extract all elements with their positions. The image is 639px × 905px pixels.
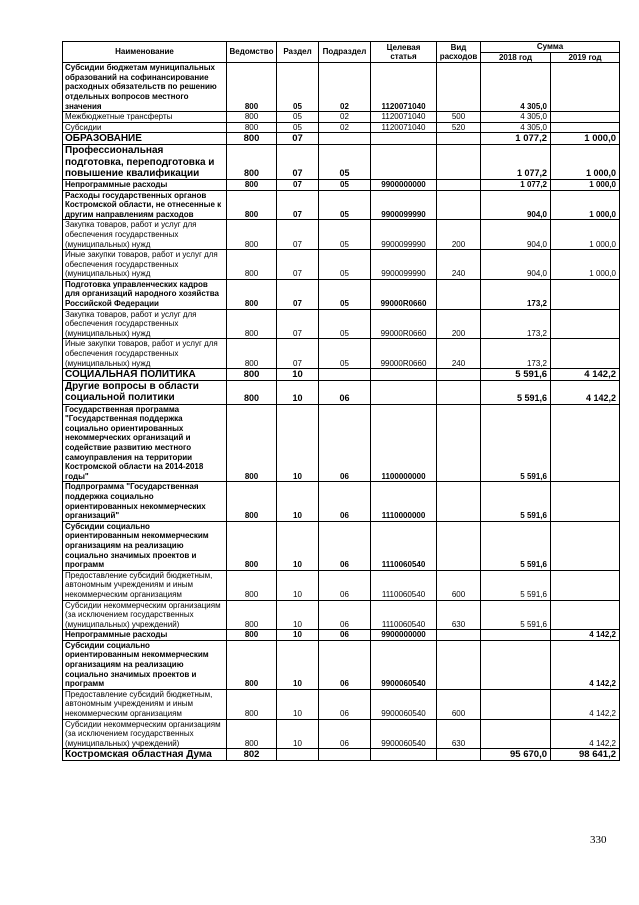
- cell-sum-2019: [551, 600, 620, 630]
- cell-expense-type: 600: [437, 689, 481, 719]
- cell-target-article: [371, 145, 437, 180]
- cell-department: 800: [227, 220, 277, 250]
- cell-target-article: 1120071040: [371, 122, 437, 133]
- table-body: [63, 63, 620, 761]
- cell-sum-2018: 173,2: [481, 309, 551, 339]
- cell-expense-type: [437, 145, 481, 180]
- cell-section: 07: [277, 145, 319, 180]
- cell-expense-type: [437, 279, 481, 309]
- cell-sum-2018: [481, 689, 551, 719]
- cell-target-article: 1100000000: [371, 404, 437, 482]
- cell-name: Иные закупки товаров, работ и услуг для обеспечения государственных (муниципальных) нужд: [63, 250, 227, 280]
- cell-sum-2019: 4 142,2: [551, 369, 620, 381]
- header-department: Ведомство: [227, 42, 277, 63]
- cell-subsection: 02: [319, 122, 371, 133]
- cell-sum-2019: [551, 112, 620, 123]
- table-row: [63, 179, 620, 190]
- cell-section: 07: [277, 179, 319, 190]
- cell-expense-type: 600: [437, 570, 481, 600]
- cell-expense-type: [437, 63, 481, 112]
- cell-target-article: 9900060540: [371, 719, 437, 749]
- cell-name: Подпрограмма "Государственная поддержка социально ориентированных некоммерческих организаций": [63, 482, 227, 521]
- cell-expense-type: [437, 404, 481, 482]
- cell-subsection: 06: [319, 570, 371, 600]
- cell-section: 07: [277, 339, 319, 369]
- cell-department: 800: [227, 309, 277, 339]
- cell-department: 800: [227, 719, 277, 749]
- cell-expense-type: 200: [437, 220, 481, 250]
- cell-sum-2019: [551, 122, 620, 133]
- cell-sum-2019: [551, 482, 620, 521]
- cell-expense-type: [437, 179, 481, 190]
- page-number: 330: [590, 834, 607, 846]
- cell-name: Закупка товаров, работ и услуг для обеспечения государственных (муниципальных) нужд: [63, 309, 227, 339]
- table-row: [63, 749, 620, 761]
- cell-sum-2019: [551, 521, 620, 570]
- cell-department: 800: [227, 404, 277, 482]
- cell-name: Другие вопросы в области социальной политики: [63, 381, 227, 404]
- cell-target-article: [371, 369, 437, 381]
- cell-name: Субсидии некоммерческим организациям (за исключением государственных (муниципальных) учреждений): [63, 600, 227, 630]
- cell-subsection: 05: [319, 190, 371, 220]
- cell-department: 800: [227, 250, 277, 280]
- cell-expense-type: [437, 482, 481, 521]
- cell-department: 800: [227, 145, 277, 180]
- cell-section: 10: [277, 640, 319, 689]
- cell-name: Непрограммные расходы: [63, 630, 227, 641]
- cell-sum-2018: 95 670,0: [481, 749, 551, 761]
- cell-department: 800: [227, 279, 277, 309]
- cell-subsection: 06: [319, 404, 371, 482]
- cell-subsection: 06: [319, 630, 371, 641]
- cell-expense-type: 240: [437, 339, 481, 369]
- cell-subsection: 06: [319, 689, 371, 719]
- table-row: [63, 482, 620, 521]
- cell-sum-2018: [481, 630, 551, 641]
- table-row: [63, 640, 620, 689]
- cell-name: Иные закупки товаров, работ и услуг для обеспечения государственных (муниципальных) нужд: [63, 339, 227, 369]
- table-row: [63, 521, 620, 570]
- cell-department: 800: [227, 630, 277, 641]
- cell-department: 800: [227, 640, 277, 689]
- cell-department: 800: [227, 133, 277, 145]
- cell-sum-2019: [551, 279, 620, 309]
- cell-name: Субсидии: [63, 122, 227, 133]
- cell-target-article: 1110060540: [371, 600, 437, 630]
- cell-sum-2019: [551, 63, 620, 112]
- cell-target-article: 1110060540: [371, 521, 437, 570]
- cell-subsection: 06: [319, 640, 371, 689]
- cell-sum-2019: 4 142,2: [551, 381, 620, 404]
- cell-subsection: 05: [319, 339, 371, 369]
- cell-section: 07: [277, 250, 319, 280]
- cell-sum-2019: 1 000,0: [551, 145, 620, 180]
- cell-sum-2018: 4 305,0: [481, 122, 551, 133]
- cell-name: Государственная программа "Государственная поддержка социально ориентированных некоммерческих организаций и содействие развитию местного самоуправления на территории Костромской области на 2014-2018 годы": [63, 404, 227, 482]
- cell-expense-type: [437, 133, 481, 145]
- cell-section: 10: [277, 521, 319, 570]
- cell-subsection: 06: [319, 600, 371, 630]
- cell-sum-2019: 1 000,0: [551, 190, 620, 220]
- cell-department: 800: [227, 63, 277, 112]
- table-row: [63, 112, 620, 123]
- cell-section: 10: [277, 630, 319, 641]
- cell-sum-2018: 1 077,2: [481, 133, 551, 145]
- table-row: [63, 630, 620, 641]
- cell-target-article: 99000R0660: [371, 309, 437, 339]
- cell-target-article: 1120071040: [371, 112, 437, 123]
- cell-target-article: 9900060540: [371, 640, 437, 689]
- cell-subsection: 06: [319, 482, 371, 521]
- header-expense-type: Вид расходов: [437, 42, 481, 63]
- cell-subsection: 05: [319, 309, 371, 339]
- cell-name: Непрограммные расходы: [63, 179, 227, 190]
- cell-expense-type: 520: [437, 122, 481, 133]
- cell-sum-2019: 1 000,0: [551, 133, 620, 145]
- cell-subsection: [319, 749, 371, 761]
- cell-sum-2019: 4 142,2: [551, 640, 620, 689]
- cell-expense-type: [437, 190, 481, 220]
- cell-department: 800: [227, 381, 277, 404]
- cell-sum-2018: 1 077,2: [481, 179, 551, 190]
- cell-subsection: 05: [319, 250, 371, 280]
- header-target-article: Целевая статья: [371, 42, 437, 63]
- cell-name: Костромская областная Дума: [63, 749, 227, 761]
- cell-name: Профессиональная подготовка, переподготовка и повышение квалификации: [63, 145, 227, 180]
- cell-section: 05: [277, 112, 319, 123]
- cell-name: Предоставление субсидий бюджетным, автономным учреждениям и иным некоммерческим организациям: [63, 689, 227, 719]
- cell-subsection: 02: [319, 112, 371, 123]
- cell-sum-2018: 5 591,6: [481, 369, 551, 381]
- table-row: [63, 309, 620, 339]
- cell-expense-type: 240: [437, 250, 481, 280]
- cell-expense-type: [437, 381, 481, 404]
- cell-section: 10: [277, 600, 319, 630]
- cell-target-article: [371, 381, 437, 404]
- cell-sum-2018: 5 591,6: [481, 570, 551, 600]
- cell-section: 07: [277, 279, 319, 309]
- cell-expense-type: [437, 369, 481, 381]
- cell-subsection: 06: [319, 381, 371, 404]
- cell-sum-2018: 4 305,0: [481, 112, 551, 123]
- cell-expense-type: [437, 749, 481, 761]
- cell-target-article: [371, 749, 437, 761]
- cell-target-article: 1120071040: [371, 63, 437, 112]
- table-row: [63, 381, 620, 404]
- cell-sum-2018: 4 305,0: [481, 63, 551, 112]
- cell-name: Межбюджетные трансферты: [63, 112, 227, 123]
- cell-sum-2019: [551, 404, 620, 482]
- cell-target-article: 9900099990: [371, 220, 437, 250]
- cell-section: 10: [277, 570, 319, 600]
- cell-sum-2018: 5 591,6: [481, 600, 551, 630]
- cell-section: 10: [277, 719, 319, 749]
- cell-sum-2019: [551, 309, 620, 339]
- cell-name: Подготовка управленческих кадров для организаций народного хозяйства Российской Федерации: [63, 279, 227, 309]
- header-sum: Сумма: [481, 42, 620, 53]
- cell-sum-2018: 5 591,6: [481, 381, 551, 404]
- cell-subsection: 05: [319, 220, 371, 250]
- table-row: [63, 570, 620, 600]
- header-name: Наименование: [63, 42, 227, 63]
- cell-section: [277, 749, 319, 761]
- cell-sum-2019: 1 000,0: [551, 179, 620, 190]
- cell-section: 07: [277, 133, 319, 145]
- cell-department: 800: [227, 190, 277, 220]
- cell-subsection: 05: [319, 179, 371, 190]
- cell-expense-type: [437, 521, 481, 570]
- header-year-2019: 2019 год: [551, 52, 620, 63]
- cell-sum-2018: 5 591,6: [481, 521, 551, 570]
- cell-target-article: 1110000000: [371, 482, 437, 521]
- cell-subsection: 05: [319, 145, 371, 180]
- cell-section: 10: [277, 482, 319, 521]
- cell-name: Закупка товаров, работ и услуг для обеспечения государственных (муниципальных) нужд: [63, 220, 227, 250]
- cell-sum-2018: 1 077,2: [481, 145, 551, 180]
- table-row: [63, 369, 620, 381]
- cell-subsection: 06: [319, 719, 371, 749]
- cell-section: 07: [277, 190, 319, 220]
- cell-sum-2019: 4 142,2: [551, 719, 620, 749]
- cell-sum-2018: 904,0: [481, 250, 551, 280]
- cell-name: Расходы государственных органов Костромской области, не отнесенные к другим направлениям расходов: [63, 190, 227, 220]
- table-row: [63, 719, 620, 749]
- cell-target-article: 9900000000: [371, 630, 437, 641]
- cell-target-article: 99000R0660: [371, 279, 437, 309]
- budget-table: [62, 41, 620, 761]
- table-row: [63, 122, 620, 133]
- table-row: [63, 404, 620, 482]
- cell-name: СОЦИАЛЬНАЯ ПОЛИТИКА: [63, 369, 227, 381]
- cell-department: 800: [227, 339, 277, 369]
- cell-section: 07: [277, 220, 319, 250]
- cell-subsection: [319, 369, 371, 381]
- cell-section: 10: [277, 404, 319, 482]
- cell-section: 05: [277, 122, 319, 133]
- cell-sum-2018: 904,0: [481, 190, 551, 220]
- cell-expense-type: [437, 630, 481, 641]
- cell-sum-2018: [481, 719, 551, 749]
- cell-sum-2018: 5 591,6: [481, 404, 551, 482]
- cell-name: Субсидии некоммерческим организациям (за исключением государственных (муниципальных) учреждений): [63, 719, 227, 749]
- cell-name: Субсидии бюджетам муниципальных образований на софинансирование расходных обязательств по решению отдельных вопросов местного значения: [63, 63, 227, 112]
- cell-sum-2018: 5 591,6: [481, 482, 551, 521]
- table-row: [63, 190, 620, 220]
- cell-section: 10: [277, 369, 319, 381]
- cell-sum-2019: 98 641,2: [551, 749, 620, 761]
- cell-sum-2019: [551, 570, 620, 600]
- cell-expense-type: [437, 640, 481, 689]
- cell-expense-type: 630: [437, 600, 481, 630]
- cell-target-article: 9900000000: [371, 179, 437, 190]
- cell-department: 800: [227, 122, 277, 133]
- cell-department: 800: [227, 369, 277, 381]
- cell-section: 05: [277, 63, 319, 112]
- cell-department: 802: [227, 749, 277, 761]
- table-row: [63, 145, 620, 180]
- table-row: [63, 339, 620, 369]
- cell-sum-2018: 904,0: [481, 220, 551, 250]
- table-row: [63, 279, 620, 309]
- cell-subsection: 06: [319, 521, 371, 570]
- cell-name: Предоставление субсидий бюджетным, автономным учреждениям и иным некоммерческим организациям: [63, 570, 227, 600]
- cell-sum-2018: 173,2: [481, 279, 551, 309]
- cell-name: ОБРАЗОВАНИЕ: [63, 133, 227, 145]
- cell-section: 07: [277, 309, 319, 339]
- table-row: [63, 133, 620, 145]
- cell-department: 800: [227, 112, 277, 123]
- cell-subsection: 02: [319, 63, 371, 112]
- cell-section: 10: [277, 689, 319, 719]
- cell-department: 800: [227, 570, 277, 600]
- cell-department: 800: [227, 179, 277, 190]
- cell-target-article: 9900099990: [371, 250, 437, 280]
- cell-department: 800: [227, 689, 277, 719]
- cell-department: 800: [227, 521, 277, 570]
- cell-name: Субсидии социально ориентированным некоммерческим организациям на реализацию социально значимых проектов и программ: [63, 640, 227, 689]
- cell-subsection: 05: [319, 279, 371, 309]
- table-header: [63, 42, 620, 63]
- cell-name: Субсидии социально ориентированным некоммерческим организациям на реализацию социально значимых проектов и программ: [63, 521, 227, 570]
- cell-expense-type: 630: [437, 719, 481, 749]
- table-row: [63, 600, 620, 630]
- cell-section: 10: [277, 381, 319, 404]
- cell-target-article: [371, 133, 437, 145]
- cell-target-article: 1110060540: [371, 570, 437, 600]
- table-row: [63, 250, 620, 280]
- cell-sum-2019: [551, 339, 620, 369]
- cell-department: 800: [227, 600, 277, 630]
- cell-department: 800: [227, 482, 277, 521]
- cell-sum-2019: 4 142,2: [551, 689, 620, 719]
- cell-sum-2019: 4 142,2: [551, 630, 620, 641]
- cell-target-article: 9900099990: [371, 190, 437, 220]
- header-subsection: Подраздел: [319, 42, 371, 63]
- cell-sum-2019: 1 000,0: [551, 220, 620, 250]
- cell-target-article: 99000R0660: [371, 339, 437, 369]
- cell-sum-2019: 1 000,0: [551, 250, 620, 280]
- cell-subsection: [319, 133, 371, 145]
- table-row: [63, 689, 620, 719]
- table-row: [63, 63, 620, 112]
- cell-expense-type: 500: [437, 112, 481, 123]
- cell-sum-2018: 173,2: [481, 339, 551, 369]
- header-year-2018: 2018 год: [481, 52, 551, 63]
- cell-expense-type: 200: [437, 309, 481, 339]
- header-section: Раздел: [277, 42, 319, 63]
- cell-sum-2018: [481, 640, 551, 689]
- cell-target-article: 9900060540: [371, 689, 437, 719]
- table-row: [63, 220, 620, 250]
